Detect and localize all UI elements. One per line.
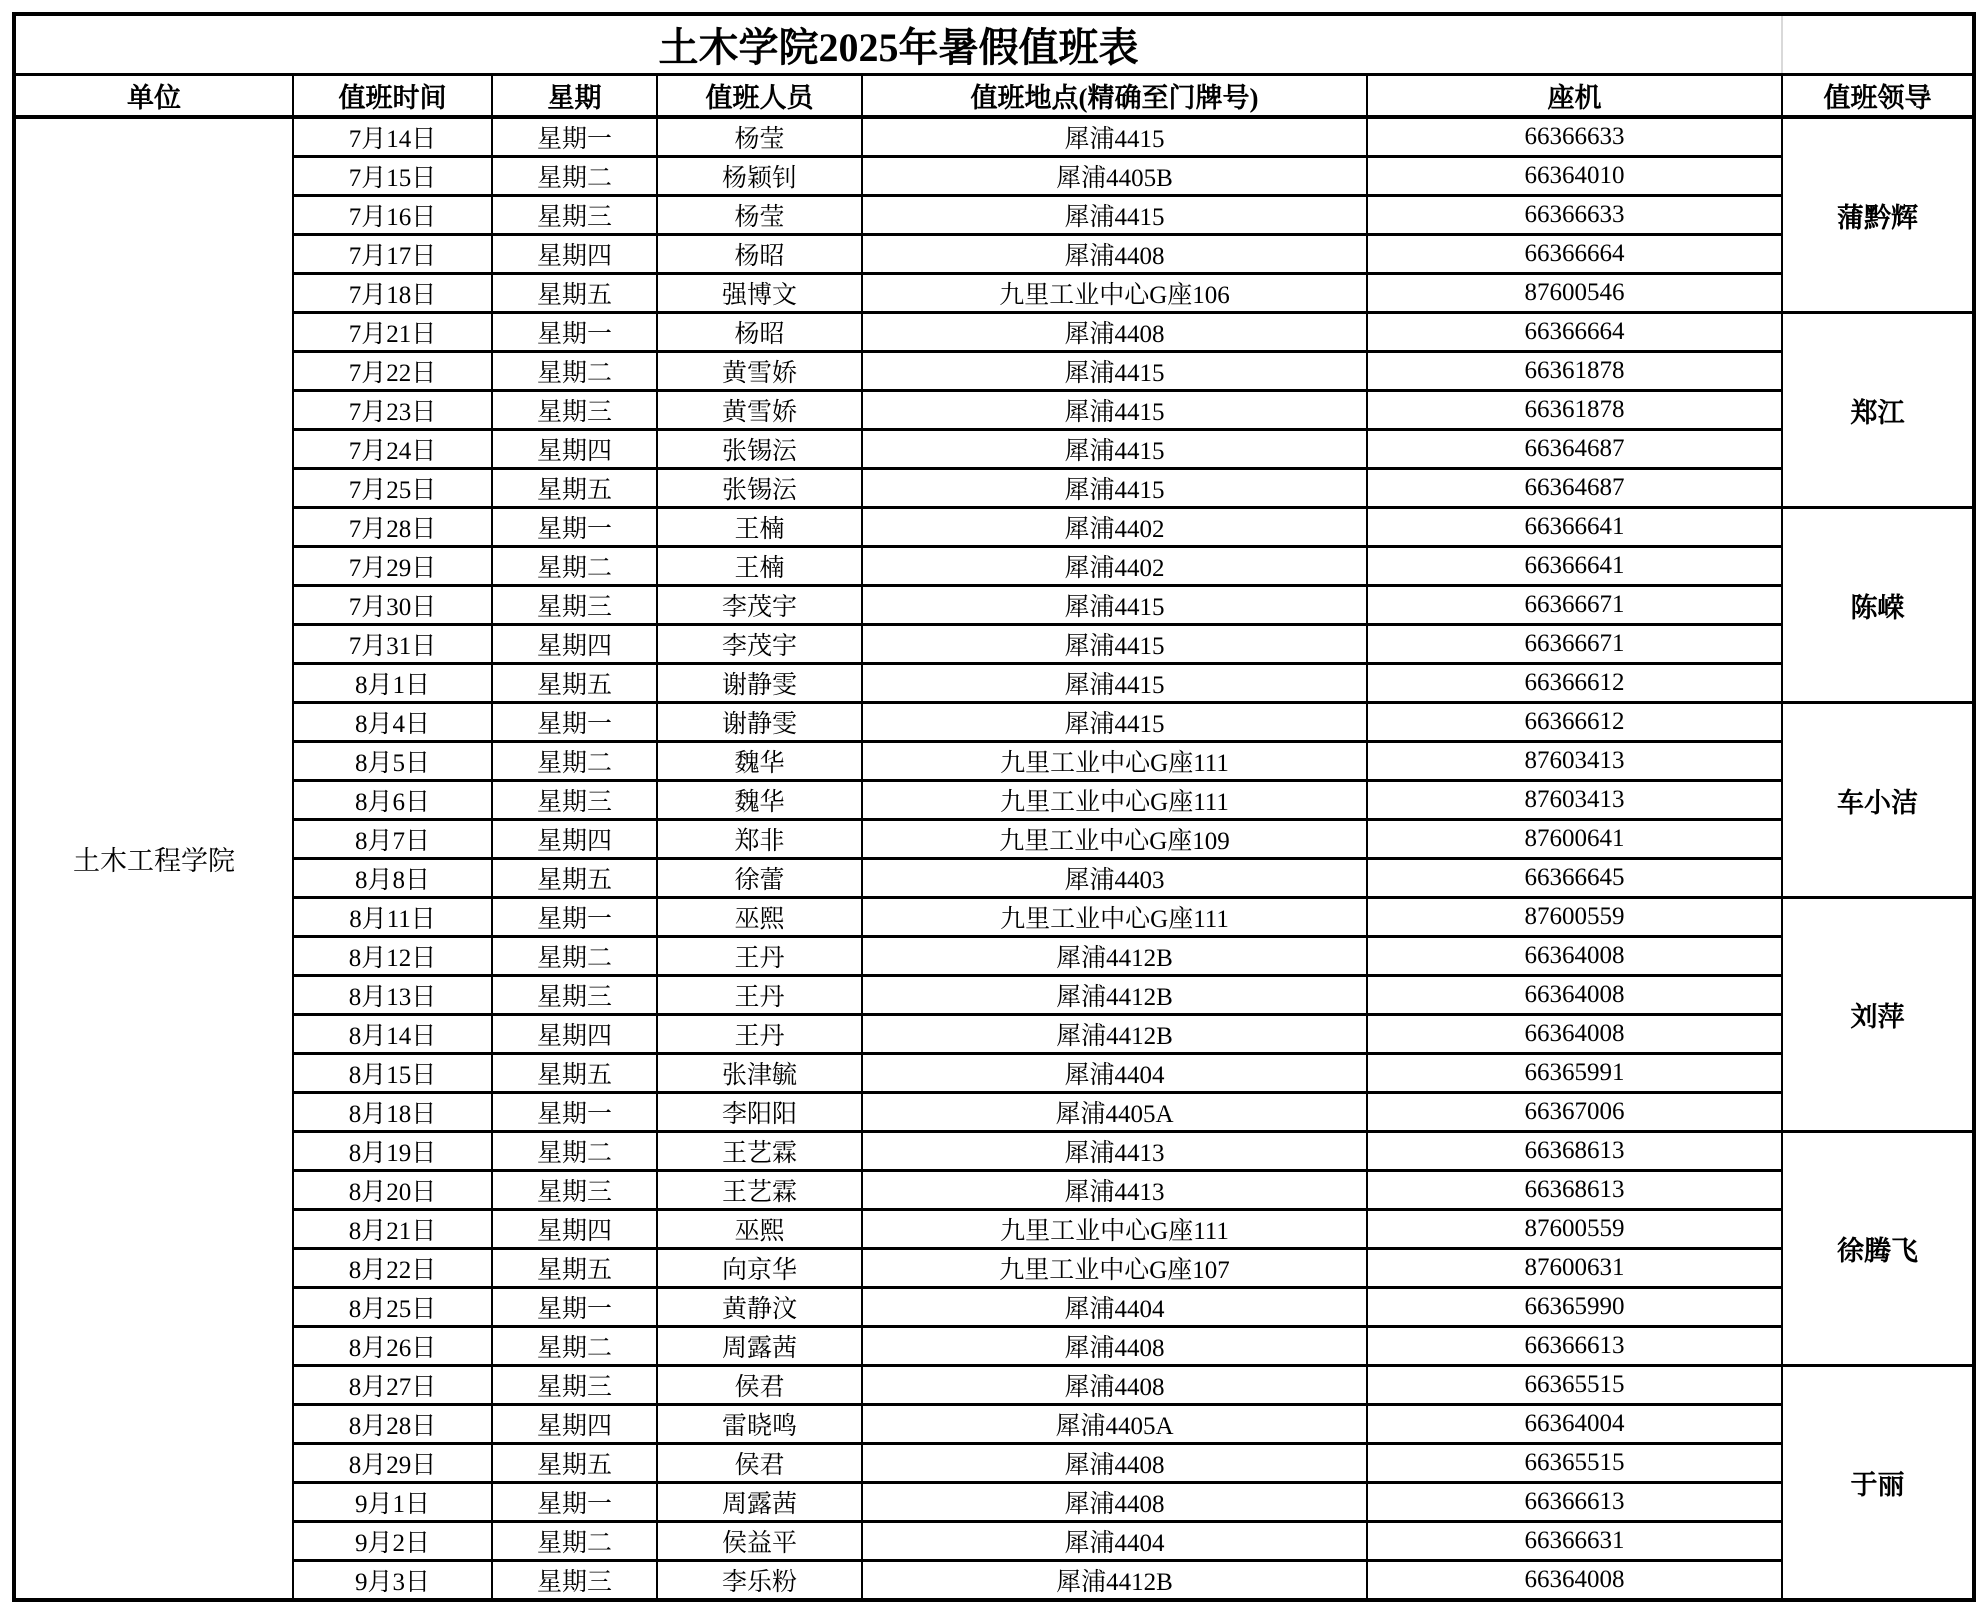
person-cell: 李茂宇 <box>657 625 862 664</box>
table-row <box>14 1171 1974 1210</box>
page-title: 土木学院2025年暑假值班表 <box>14 14 1782 75</box>
duty-date-cell: 8月18日 <box>293 1093 492 1132</box>
duty-date-cell: 8月7日 <box>293 820 492 859</box>
location-cell: 犀浦4405B <box>862 157 1367 196</box>
table-row <box>14 1561 1974 1601</box>
phone-cell: 66366613 <box>1367 1483 1782 1522</box>
duty-table-body <box>14 117 1974 1600</box>
location-cell: 犀浦4412B <box>862 937 1367 976</box>
duty-date-cell: 7月25日 <box>293 469 492 508</box>
weekday-cell: 星期四 <box>492 1210 657 1249</box>
person-cell: 侯君 <box>657 1444 862 1483</box>
weekday-cell: 星期一 <box>492 1483 657 1522</box>
location-cell: 犀浦4413 <box>862 1132 1367 1171</box>
location-cell: 九里工业中心G座111 <box>862 742 1367 781</box>
location-cell: 犀浦4405A <box>862 1405 1367 1444</box>
phone-cell: 66366612 <box>1367 664 1782 703</box>
weekday-cell: 星期一 <box>492 1093 657 1132</box>
duty-date-cell: 8月13日 <box>293 976 492 1015</box>
location-cell: 九里工业中心G座111 <box>862 1210 1367 1249</box>
table-row <box>14 1522 1974 1561</box>
table-row <box>14 586 1974 625</box>
duty-date-cell: 8月8日 <box>293 859 492 898</box>
person-cell: 谢静雯 <box>657 703 862 742</box>
phone-cell: 66366631 <box>1367 1522 1782 1561</box>
table-row <box>14 1249 1974 1288</box>
column-header-weekday: 星期 <box>492 75 657 118</box>
table-row <box>14 235 1974 274</box>
weekday-cell: 星期二 <box>492 352 657 391</box>
duty-date-cell: 8月5日 <box>293 742 492 781</box>
location-cell: 犀浦4408 <box>862 1483 1367 1522</box>
table-row <box>14 703 1974 742</box>
phone-cell: 87603413 <box>1367 742 1782 781</box>
weekday-cell: 星期三 <box>492 586 657 625</box>
duty-date-cell: 8月22日 <box>293 1249 492 1288</box>
duty-date-cell: 8月26日 <box>293 1327 492 1366</box>
table-row <box>14 1210 1974 1249</box>
weekday-cell: 星期二 <box>492 1522 657 1561</box>
duty-date-cell: 7月28日 <box>293 508 492 547</box>
duty-date-cell: 7月15日 <box>293 157 492 196</box>
weekday-cell: 星期三 <box>492 1366 657 1405</box>
duty-date-cell: 8月12日 <box>293 937 492 976</box>
table-row <box>14 1132 1974 1171</box>
person-cell: 谢静雯 <box>657 664 862 703</box>
location-cell: 犀浦4415 <box>862 469 1367 508</box>
weekday-cell: 星期五 <box>492 469 657 508</box>
person-cell: 徐蕾 <box>657 859 862 898</box>
leader-cell: 蒲黔辉 <box>1782 117 1974 313</box>
table-row <box>14 781 1974 820</box>
phone-cell: 87600631 <box>1367 1249 1782 1288</box>
phone-cell: 66366612 <box>1367 703 1782 742</box>
column-header-location: 值班地点(精确至门牌号) <box>862 75 1367 118</box>
phone-cell: 87600641 <box>1367 820 1782 859</box>
weekday-cell: 星期一 <box>492 117 657 157</box>
person-cell: 侯君 <box>657 1366 862 1405</box>
table-row <box>14 1327 1974 1366</box>
person-cell: 侯益平 <box>657 1522 862 1561</box>
person-cell: 黄静汶 <box>657 1288 862 1327</box>
duty-date-cell: 7月14日 <box>293 117 492 157</box>
leader-cell: 陈嵘 <box>1782 508 1974 703</box>
person-cell: 王楠 <box>657 547 862 586</box>
table-row <box>14 742 1974 781</box>
phone-cell: 66361878 <box>1367 352 1782 391</box>
table-row <box>14 547 1974 586</box>
phone-cell: 66366613 <box>1367 1327 1782 1366</box>
phone-cell: 66364010 <box>1367 157 1782 196</box>
table-row <box>14 1366 1974 1405</box>
duty-date-cell: 7月23日 <box>293 391 492 430</box>
duty-date-cell: 8月15日 <box>293 1054 492 1093</box>
weekday-cell: 星期四 <box>492 1015 657 1054</box>
weekday-cell: 星期一 <box>492 898 657 937</box>
location-cell: 犀浦4403 <box>862 859 1367 898</box>
table-row <box>14 1015 1974 1054</box>
duty-date-cell: 9月1日 <box>293 1483 492 1522</box>
weekday-cell: 星期四 <box>492 430 657 469</box>
duty-date-cell: 7月29日 <box>293 547 492 586</box>
person-cell: 张锡沄 <box>657 469 862 508</box>
location-cell: 犀浦4415 <box>862 664 1367 703</box>
phone-cell: 66368613 <box>1367 1171 1782 1210</box>
weekday-cell: 星期三 <box>492 976 657 1015</box>
person-cell: 王丹 <box>657 976 862 1015</box>
table-row <box>14 313 1974 352</box>
location-cell: 犀浦4415 <box>862 703 1367 742</box>
column-header-row <box>14 75 1974 118</box>
duty-date-cell: 7月18日 <box>293 274 492 313</box>
weekday-cell: 星期一 <box>492 1288 657 1327</box>
location-cell: 犀浦4415 <box>862 391 1367 430</box>
person-cell: 王艺霖 <box>657 1132 862 1171</box>
location-cell: 犀浦4415 <box>862 196 1367 235</box>
table-row <box>14 274 1974 313</box>
duty-date-cell: 8月1日 <box>293 664 492 703</box>
column-header-unit: 单位 <box>14 75 293 118</box>
location-cell: 犀浦4415 <box>862 625 1367 664</box>
phone-cell: 66364008 <box>1367 937 1782 976</box>
phone-cell: 66364008 <box>1367 1561 1782 1601</box>
person-cell: 向京华 <box>657 1249 862 1288</box>
table-row <box>14 196 1974 235</box>
weekday-cell: 星期二 <box>492 157 657 196</box>
phone-cell: 66364687 <box>1367 430 1782 469</box>
phone-cell: 66366645 <box>1367 859 1782 898</box>
column-header-leader: 值班领导 <box>1782 75 1974 118</box>
location-cell: 犀浦4404 <box>862 1288 1367 1327</box>
table-row <box>14 820 1974 859</box>
leader-cell: 郑江 <box>1782 313 1974 508</box>
location-cell: 犀浦4408 <box>862 1444 1367 1483</box>
person-cell: 魏华 <box>657 781 862 820</box>
person-cell: 雷晓鸣 <box>657 1405 862 1444</box>
weekday-cell: 星期五 <box>492 1249 657 1288</box>
person-cell: 巫熙 <box>657 1210 862 1249</box>
phone-cell: 66364008 <box>1367 976 1782 1015</box>
phone-cell: 66366671 <box>1367 586 1782 625</box>
phone-cell: 66365991 <box>1367 1054 1782 1093</box>
title-row <box>14 14 1974 75</box>
location-cell: 犀浦4402 <box>862 508 1367 547</box>
person-cell: 王艺霖 <box>657 1171 862 1210</box>
person-cell: 李乐粉 <box>657 1561 862 1601</box>
weekday-cell: 星期二 <box>492 1132 657 1171</box>
table-row <box>14 1405 1974 1444</box>
phone-cell: 66365515 <box>1367 1366 1782 1405</box>
table-row <box>14 1093 1974 1132</box>
duty-date-cell: 7月17日 <box>293 235 492 274</box>
person-cell: 黄雪娇 <box>657 391 862 430</box>
column-header-date: 值班时间 <box>293 75 492 118</box>
weekday-cell: 星期二 <box>492 547 657 586</box>
weekday-cell: 星期二 <box>492 937 657 976</box>
phone-cell: 66365990 <box>1367 1288 1782 1327</box>
person-cell: 周露茜 <box>657 1483 862 1522</box>
phone-cell: 66368613 <box>1367 1132 1782 1171</box>
table-row <box>14 898 1974 937</box>
phone-cell: 87600546 <box>1367 274 1782 313</box>
duty-date-cell: 8月11日 <box>293 898 492 937</box>
person-cell: 周露茜 <box>657 1327 862 1366</box>
duty-date-cell: 9月3日 <box>293 1561 492 1601</box>
table-row <box>14 859 1974 898</box>
duty-schedule-table <box>12 12 1976 1602</box>
person-cell: 巫熙 <box>657 898 862 937</box>
duty-date-cell: 8月19日 <box>293 1132 492 1171</box>
person-cell: 王丹 <box>657 937 862 976</box>
table-row <box>14 976 1974 1015</box>
phone-cell: 87600559 <box>1367 1210 1782 1249</box>
table-row <box>14 1483 1974 1522</box>
table-row <box>14 469 1974 508</box>
table-row <box>14 352 1974 391</box>
person-cell: 李茂宇 <box>657 586 862 625</box>
leader-cell: 徐腾飞 <box>1782 1132 1974 1366</box>
location-cell: 犀浦4404 <box>862 1054 1367 1093</box>
location-cell: 犀浦4415 <box>862 352 1367 391</box>
phone-cell: 66361878 <box>1367 391 1782 430</box>
location-cell: 犀浦4408 <box>862 1327 1367 1366</box>
weekday-cell: 星期三 <box>492 391 657 430</box>
location-cell: 犀浦4402 <box>862 547 1367 586</box>
duty-date-cell: 8月29日 <box>293 1444 492 1483</box>
duty-date-cell: 8月28日 <box>293 1405 492 1444</box>
table-row <box>14 1054 1974 1093</box>
table-row <box>14 508 1974 547</box>
weekday-cell: 星期一 <box>492 508 657 547</box>
column-header-phone: 座机 <box>1367 75 1782 118</box>
phone-cell: 66364008 <box>1367 1015 1782 1054</box>
duty-date-cell: 7月21日 <box>293 313 492 352</box>
weekday-cell: 星期三 <box>492 1171 657 1210</box>
duty-date-cell: 8月6日 <box>293 781 492 820</box>
weekday-cell: 星期五 <box>492 859 657 898</box>
duty-date-cell: 8月20日 <box>293 1171 492 1210</box>
phone-cell: 66367006 <box>1367 1093 1782 1132</box>
table-row <box>14 430 1974 469</box>
phone-cell: 66366671 <box>1367 625 1782 664</box>
phone-cell: 66364687 <box>1367 469 1782 508</box>
weekday-cell: 星期一 <box>492 313 657 352</box>
person-cell: 强博文 <box>657 274 862 313</box>
duty-date-cell: 8月25日 <box>293 1288 492 1327</box>
weekday-cell: 星期五 <box>492 1444 657 1483</box>
phone-cell: 66366664 <box>1367 313 1782 352</box>
weekday-cell: 星期四 <box>492 820 657 859</box>
location-cell: 犀浦4412B <box>862 1015 1367 1054</box>
table-row <box>14 625 1974 664</box>
location-cell: 犀浦4415 <box>862 117 1367 157</box>
person-cell: 杨昭 <box>657 235 862 274</box>
person-cell: 张锡沄 <box>657 430 862 469</box>
location-cell: 犀浦4412B <box>862 976 1367 1015</box>
phone-cell: 66366633 <box>1367 117 1782 157</box>
phone-cell: 66364004 <box>1367 1405 1782 1444</box>
phone-cell: 87603413 <box>1367 781 1782 820</box>
table-row <box>14 117 1974 157</box>
location-cell: 犀浦4404 <box>862 1522 1367 1561</box>
location-cell: 犀浦4415 <box>862 430 1367 469</box>
phone-cell: 87600559 <box>1367 898 1782 937</box>
location-cell: 九里工业中心G座111 <box>862 781 1367 820</box>
weekday-cell: 星期五 <box>492 1054 657 1093</box>
location-cell: 犀浦4408 <box>862 313 1367 352</box>
weekday-cell: 星期一 <box>492 703 657 742</box>
table-row <box>14 1444 1974 1483</box>
weekday-cell: 星期五 <box>492 664 657 703</box>
duty-date-cell: 7月16日 <box>293 196 492 235</box>
phone-cell: 66366633 <box>1367 196 1782 235</box>
person-cell: 张津毓 <box>657 1054 862 1093</box>
weekday-cell: 星期四 <box>492 625 657 664</box>
phone-cell: 66366641 <box>1367 508 1782 547</box>
duty-date-cell: 7月31日 <box>293 625 492 664</box>
weekday-cell: 星期二 <box>492 1327 657 1366</box>
person-cell: 王丹 <box>657 1015 862 1054</box>
person-cell: 杨昭 <box>657 313 862 352</box>
weekday-cell: 星期五 <box>492 274 657 313</box>
leader-cell: 车小洁 <box>1782 703 1974 898</box>
table-row <box>14 664 1974 703</box>
location-cell: 犀浦4412B <box>862 1561 1367 1601</box>
location-cell: 犀浦4405A <box>862 1093 1367 1132</box>
weekday-cell: 星期三 <box>492 196 657 235</box>
person-cell: 杨颖钊 <box>657 157 862 196</box>
column-header-person: 值班人员 <box>657 75 862 118</box>
phone-cell: 66366641 <box>1367 547 1782 586</box>
duty-date-cell: 8月21日 <box>293 1210 492 1249</box>
duty-date-cell: 8月14日 <box>293 1015 492 1054</box>
weekday-cell: 星期二 <box>492 742 657 781</box>
table-row <box>14 1288 1974 1327</box>
location-cell: 九里工业中心G座107 <box>862 1249 1367 1288</box>
table-row <box>14 391 1974 430</box>
weekday-cell: 星期三 <box>492 781 657 820</box>
location-cell: 犀浦4413 <box>862 1171 1367 1210</box>
duty-date-cell: 9月2日 <box>293 1522 492 1561</box>
duty-date-cell: 7月30日 <box>293 586 492 625</box>
person-cell: 王楠 <box>657 508 862 547</box>
person-cell: 杨莹 <box>657 117 862 157</box>
phone-cell: 66365515 <box>1367 1444 1782 1483</box>
duty-date-cell: 8月27日 <box>293 1366 492 1405</box>
location-cell: 犀浦4415 <box>862 586 1367 625</box>
location-cell: 九里工业中心G座106 <box>862 274 1367 313</box>
person-cell: 黄雪娇 <box>657 352 862 391</box>
table-row <box>14 937 1974 976</box>
leader-cell: 刘萍 <box>1782 898 1974 1132</box>
location-cell: 犀浦4408 <box>862 1366 1367 1405</box>
weekday-cell: 星期三 <box>492 1561 657 1601</box>
location-cell: 九里工业中心G座111 <box>862 898 1367 937</box>
weekday-cell: 星期四 <box>492 235 657 274</box>
phone-cell: 66366664 <box>1367 235 1782 274</box>
location-cell: 九里工业中心G座109 <box>862 820 1367 859</box>
unit-cell: 土木工程学院 <box>14 117 293 1600</box>
person-cell: 郑非 <box>657 820 862 859</box>
duty-date-cell: 7月22日 <box>293 352 492 391</box>
title-empty-cell <box>1782 14 1974 75</box>
table-row <box>14 157 1974 196</box>
leader-cell: 于丽 <box>1782 1366 1974 1601</box>
location-cell: 犀浦4408 <box>862 235 1367 274</box>
person-cell: 李阳阳 <box>657 1093 862 1132</box>
person-cell: 魏华 <box>657 742 862 781</box>
duty-date-cell: 7月24日 <box>293 430 492 469</box>
duty-date-cell: 8月4日 <box>293 703 492 742</box>
person-cell: 杨莹 <box>657 196 862 235</box>
weekday-cell: 星期四 <box>492 1405 657 1444</box>
